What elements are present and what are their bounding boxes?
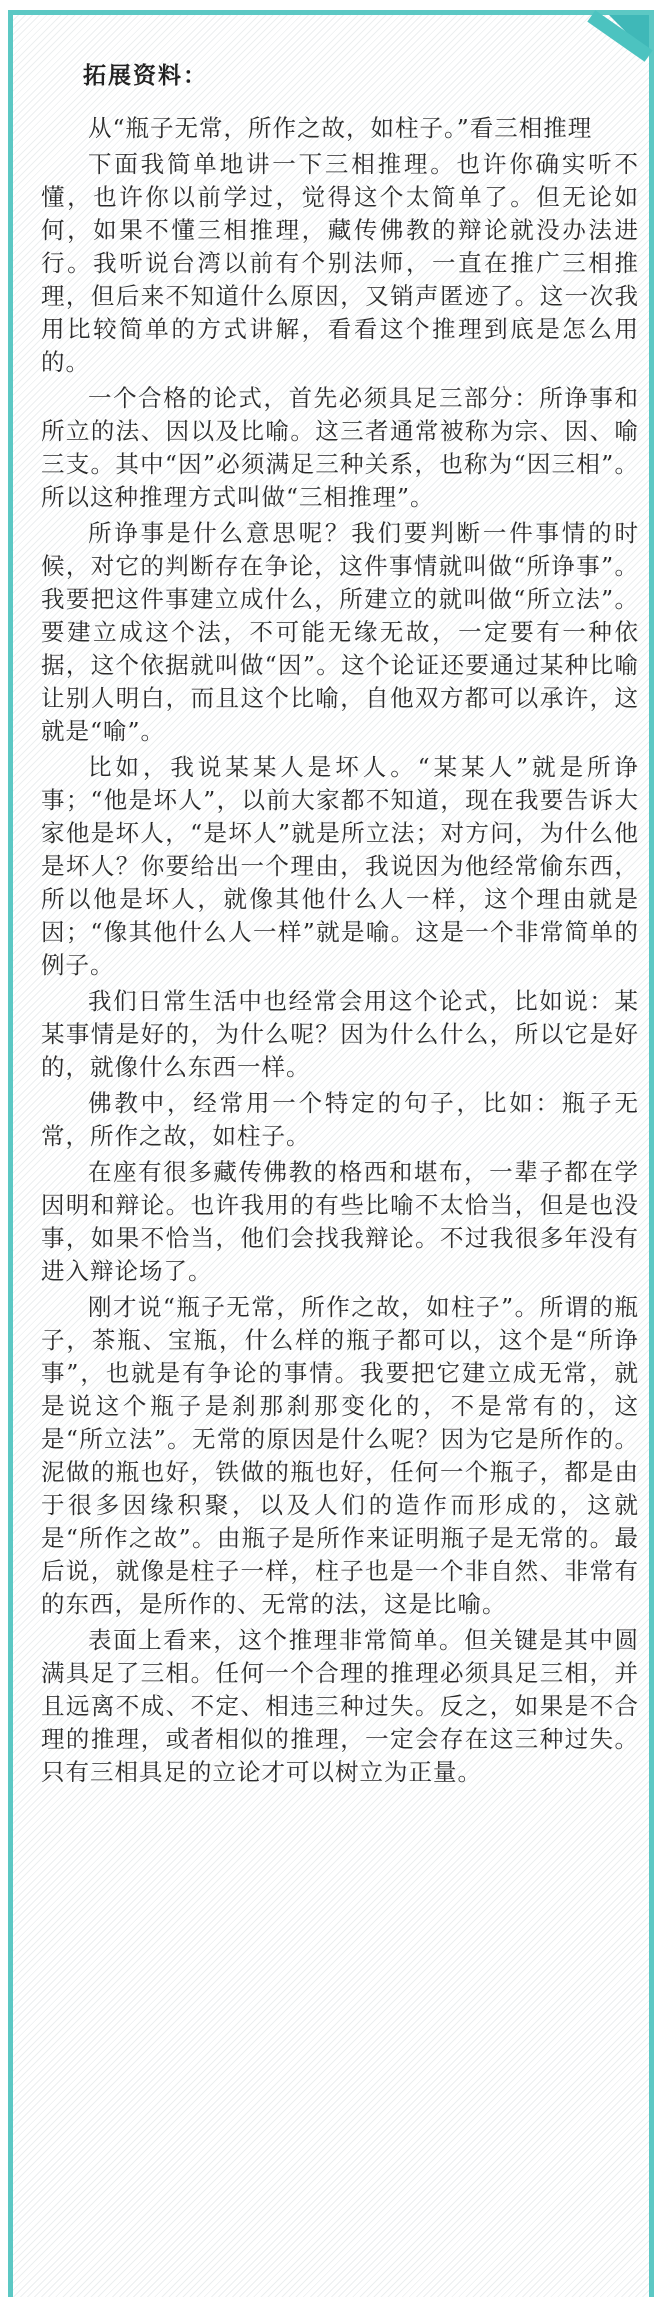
paragraph: 表面上看来，这个推理非常简单。但关键是其中圆满具足了三相。任何一个合理的推理必须具足三相，并且远离不成、不定、相违三种过失。反之，如果是不合理的推理，或者相似的推理，一定会存在这三种过失。只有三相具足的立论才可以树立为正量。 xyxy=(41,1626,639,1786)
paragraph: 刚才说“瓶子无常，所作之故，如柱子”。所谓的瓶子，茶瓶、宝瓶，什么样的瓶子都可以，这个是“所诤事”，也就是有争论的事情。我要把它建立成无常，就是说这个瓶子是刹那刹那变化的，不是常有的，这是“所立法”。无常的原因是什么呢？因为它是所作的。泥做的瓶也好，铁做的瓶也好，任何一个瓶子，都是由于很多因缘积聚，以及人们的造作而形成的，这就是“所作之故”。由瓶子是所作来证明瓶子是无常的。最后说，就像是柱子一样，柱子也是一个非自然、非常有的东西，是所作的、无常的法，这是比喻。 xyxy=(41,1293,639,1618)
paragraph: 一个合格的论式，首先必须具足三部分：所诤事和所立的法、因以及比喻。这三者通常被称为宗、因、喻三支。其中“因”必须满足三种关系，也称为“因三相”。所以这种推理方式叫做“三相推理”。 xyxy=(41,384,639,511)
content-frame xyxy=(8,10,654,2297)
paragraph-subtitle: 从“瓶子无常，所作之故，如柱子。”看三相推理 xyxy=(88,114,593,142)
paragraph: 所诤事是什么意思呢？我们要判断一件事情的时候，对它的判断存在争论，这件事情就叫做“所诤事”。我要把这件事建立成什么，所建立的就叫做“所立法”。要建立成这个法，不可能无缘无故，一定要有一种依据，这个依据就叫做“因”。这个论证还要通过某种比喻让别人明白，而且这个比喻，自他双方都可以承许，这就是“喻”。 xyxy=(41,519,639,745)
paragraph: 我们日常生活中也经常会用这个论式，比如说：某某事情是好的，为什么呢？因为什么什么，所以它是好的，就像什么东西一样。 xyxy=(41,987,639,1081)
section-heading: 拓展资料： xyxy=(83,63,208,89)
paragraph: 比如，我说某某人是坏人。“某某人”就是所诤事；“他是坏人”，以前大家都不知道，现在我要告诉大家他是坏人，“是坏人”就是所立法；对方问，为什么他是坏人？你要给出一个理由，我说因为他经常偷东西，所以他是坏人，就像其他什么人一样，这个理由就是因；“像其他什么人一样”就是喻。这是一个非常简单的例子。 xyxy=(41,753,639,979)
article-body xyxy=(41,57,639,1792)
paragraph: 下面我简单地讲一下三相推理。也许你确实听不懂，也许你以前学过，觉得这个太简单了。但无论如何，如果不懂三相推理，藏传佛教的辩论就没办法进行。我听说台湾以前有个别法师，一直在推广三相推理，但后来不知道什么原因，又销声匿迹了。这一次我用比较简单的方式讲解，看看这个推理到底是怎么用的。 xyxy=(41,150,639,376)
paragraph: 在座有很多藏传佛教的格西和堪布，一辈子都在学因明和辩论。也许我用的有些比喻不太恰当，但是也没事，如果不恰当，他们会找我辩论。不过我很多年没有进入辩论场了。 xyxy=(41,1158,639,1285)
paragraph: 佛教中，经常用一个特定的句子，比如：瓶子无常，所作之故，如柱子。 xyxy=(41,1089,639,1150)
